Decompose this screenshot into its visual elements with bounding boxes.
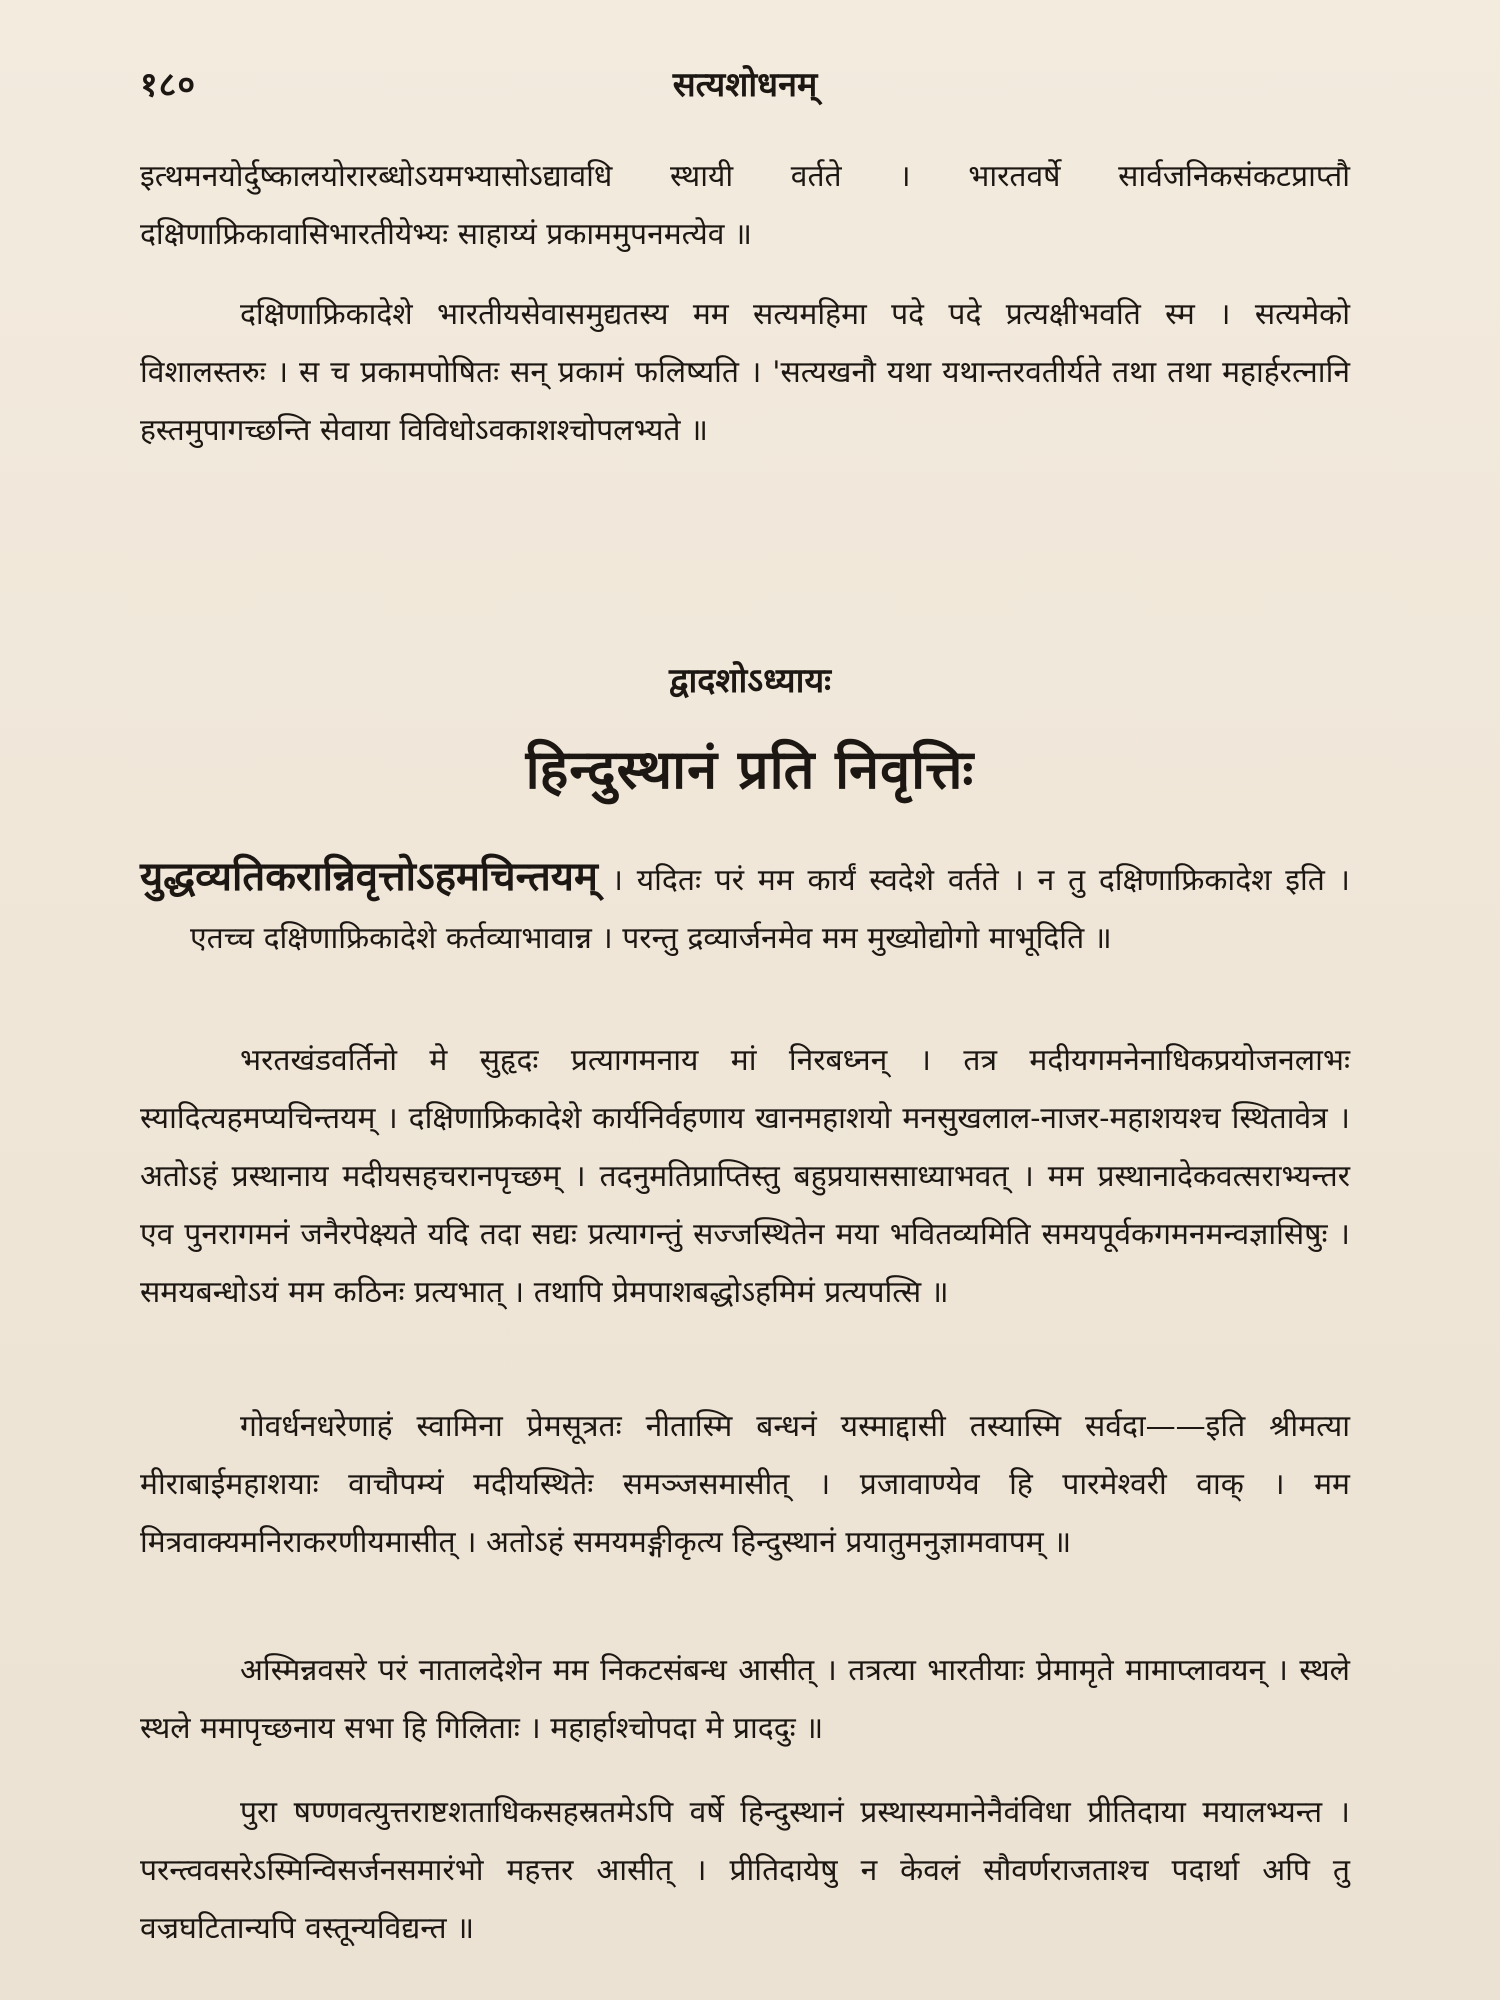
paragraph-natal: अस्मिन्नवसरे परं नातालदेशेन मम निकटसंबन्ध आसीत् । तत्रत्या भारतीयाः प्रेमामृते मामाप्लावयन् । स्थले स्थले ममापृच्छनाय सभा हि गिलिताः । महार्हाश्चोपदा मे प्राददुः ॥ [140, 1653, 1350, 1746]
paragraph-friends: भरतखंडवर्तिनो मे सुहृदः प्रत्यागमनाय मां निरबध्नन् । तत्र मदीयगमनेनाधिकप्रयोजनलाभः स्यादित्यहमप्यचिन्तयम् । दक्षिणाफ्रिकादेशे कार्यनिर्वहणाय खानमहाशयो मनसुखलाल-नाजर-महाशयश्च स्थितावेत्र । अतोऽहं प्रस्थानाय मदीयसहचरानपृच्छम् । तदनुमतिप्राप्तिस्तु बहुप्रयाससाध्याभवत् । मम प्रस्थानादेकवत्सराभ्यन्तर एव पुनरागमनं जनैरपेक्ष्यते यदि तदा सद्यः प्रत्यागन्तुं सज्जस्थितेन मया भवितव्यमिति समयपूर्वकगमनमन्वज्ञासिषुः । समयबन्धोऽयं मम कठिनः प्रत्यभात् । तथापि प्रेमपाशबद्धोऽहमिमं प्रत्यपत्सि ॥ [140, 1043, 1350, 1310]
paragraph-opening [140, 848, 1350, 968]
paragraph-gifts: पुरा षण्णवत्युत्तराष्टशताधिकसहस्रतमेऽपि वर्षे हिन्दुस्थानं प्रस्थास्यमानेनैवंविधा प्रीतिदाया मयालभ्यन्त । परन्त्ववसरेऽस्मिन्विसर्जनसमारंभो महत्तर आसीत् । प्रीतिदायेषु न केवलं सौवर्णराजताश्च पदार्था अपि तु वज्रघटितान्यपि वस्तून्यविद्यन्त ॥ [140, 1795, 1350, 1946]
running-title: सत्यशोधनम् [672, 65, 818, 105]
chapter-title: हिन्दुस्थानं प्रति निवृत्तिः [525, 737, 975, 801]
page-header [140, 60, 1350, 120]
paragraph-intro: इत्थमनयोर्दुष्कालयोरारब्धोऽयमभ्यासोऽद्यावधि स्थायी वर्तते । भारतवर्षे सार्वजनिकसंकटप्राप्तौ दक्षिणाफ्रिकावासिभारतीयेभ्यः साहाय्यं प्रकाममुपनमत्येव ॥ [140, 159, 1350, 252]
page-number: १८० [140, 65, 197, 105]
paragraph-mirabai: गोवर्धनधरेणाहं स्वामिना प्रेमसूत्रतः नीतास्मि बन्धनं यस्माद्दासी तस्यास्मि सर्वदा——इति श्रीमत्या मीराबाईमहाशयाः वाचौपम्यं मदीयस्थितेः समञ्जसमासीत् । प्रजावाण्येव हि पारमेश्वरी वाक् । मम मित्रवाक्यमनिराकरणीयमासीत् । अतोऽहं समयमङ्गीकृत्य हिन्दुस्थानं प्रयातुमनुज्ञामवापम् ॥ [140, 1409, 1351, 1560]
chapter-label: द्वादशोऽध्यायः [668, 661, 832, 701]
paragraph-opening-rest: । यदितः परं मम कार्यं स्वदेशे वर्तते । न तु दक्षिणाफ्रिकादेश इति । एतच्च दक्षिणाफ्रिकादेशे कर्तव्याभावान्न । परन्तु द्रव्यार्जनमेव मम मुख्योद्योगो माभूदिति ॥ [190, 863, 1350, 956]
paragraph-truth: दक्षिणाफ्रिकादेशे भारतीयसेवासमुद्यतस्य मम सत्यमहिमा पदे पदे प्रत्यक्षीभवति स्म । सत्यमेको विशालस्तरुः । स च प्रकामपोषितः सन् प्रकामं फलिष्यति । 'सत्यखनौ यथा यथान्तरवतीर्यते तथा तथा महार्हरत्नानि हस्तमुपागच्छन्ति सेवाया विविधोऽवकाशश्चोपलभ्यते ॥ [140, 297, 1350, 448]
paragraph-opening-lead: युद्धव्यतिकरान्निवृत्तोऽहमचिन्तयम् [140, 853, 598, 900]
